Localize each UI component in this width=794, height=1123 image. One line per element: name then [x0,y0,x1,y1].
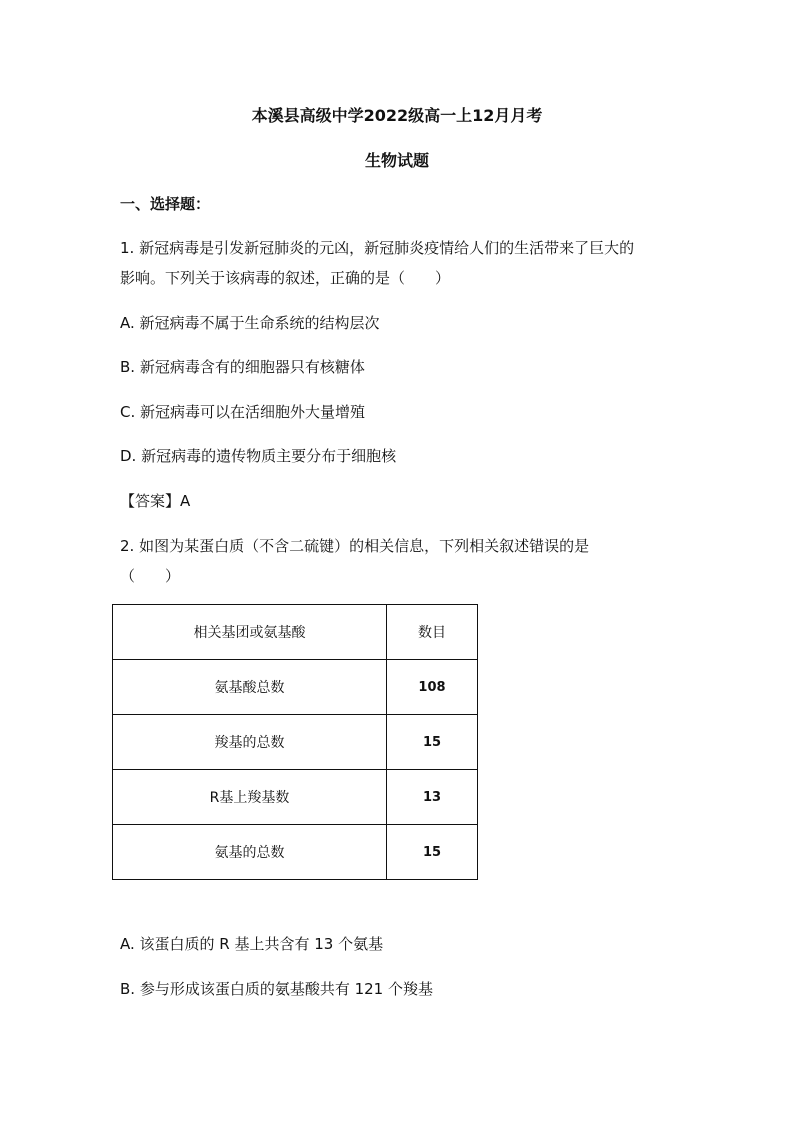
table-row [113,660,478,715]
question-1-line-1: 1. 新冠病毒是引发新冠肺炎的元凶，新冠肺炎疫情给人们的生活带来了巨大的 [120,239,635,257]
question-1-line-2: 影响。下列关于该病毒的叙述，正确的是（ ） [120,269,451,287]
question-1-answer: 【答案】A [120,492,191,510]
table-cell-value: 15 [387,715,478,770]
table-cell-value: 13 [387,770,478,825]
table-cell-label: R基上羧基数 [113,770,387,825]
table-header-cell: 数目 [387,605,478,660]
question-1-option-c: C. 新冠病毒可以在活细胞外大量增殖 [120,403,366,421]
question-2-option-a: A. 该蛋白质的 R 基上共含有 13 个氨基 [120,935,384,953]
question-2-line-2: （ ） [120,567,181,585]
table-row [113,825,478,880]
table-header-cell: 相关基团或氨基酸 [113,605,387,660]
table-header-row [113,605,478,660]
exam-title: 本溪县高级中学2022级高一上12月月考 [251,106,543,125]
table-cell-value: 15 [387,825,478,880]
section-heading: 一、选择题： [120,195,211,213]
table-cell-label: 氨基酸总数 [113,660,387,715]
question-1-option-d: D. 新冠病毒的遗传物质主要分布于细胞核 [120,447,397,465]
table-row [113,715,478,770]
question-1-option-a: A. 新冠病毒不属于生命系统的结构层次 [120,314,380,332]
table-cell-label: 氨基的总数 [113,825,387,880]
table-cell-label: 羧基的总数 [113,715,387,770]
question-2-line-1: 2. 如图为某蛋白质（不含二硫键）的相关信息，下列相关叙述错误的是 [120,537,590,555]
question-1-option-b: B. 新冠病毒含有的细胞器只有核糖体 [120,358,365,376]
table-cell-value: 108 [387,660,478,715]
protein-info-table [112,604,478,880]
table-row [113,770,478,825]
exam-subtitle: 生物试题 [364,151,429,170]
question-2-option-b: B. 参与形成该蛋白质的氨基酸共有 121 个羧基 [120,980,433,998]
